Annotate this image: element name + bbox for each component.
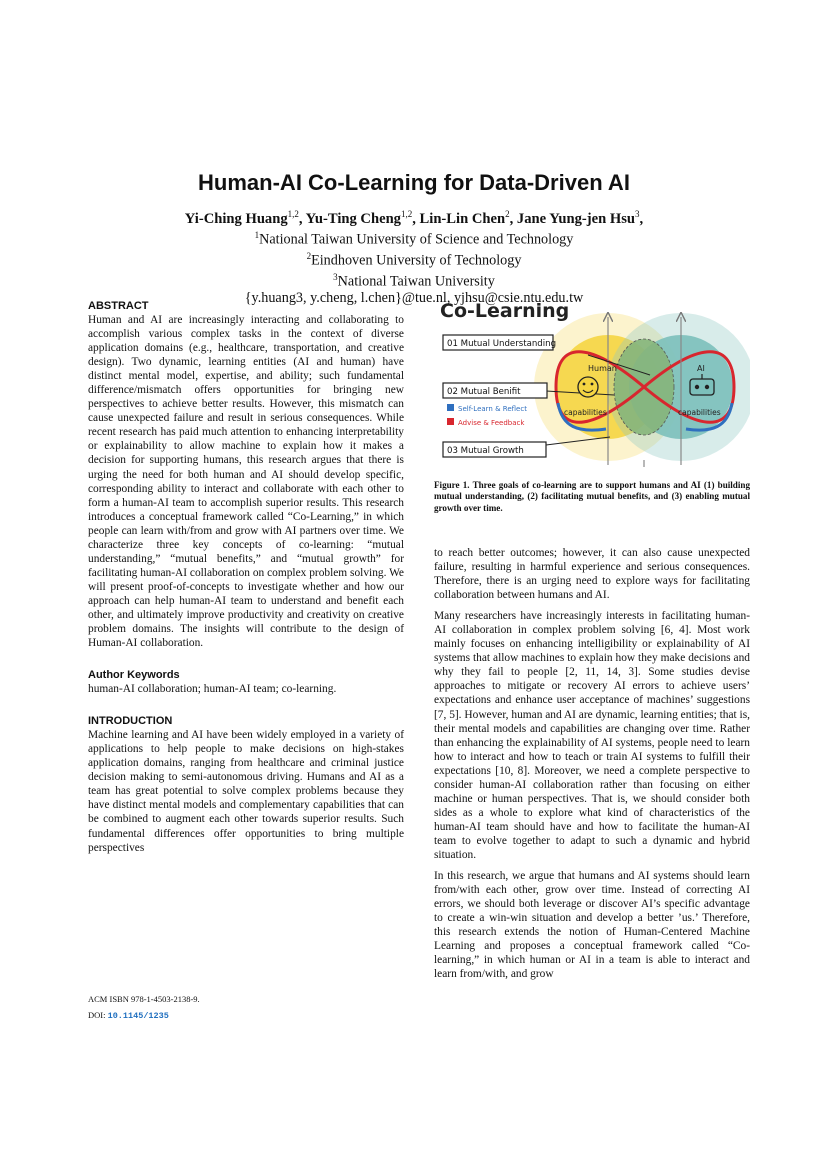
affiliation: $^3$National Taiwan University bbox=[333, 271, 495, 290]
author-name: Jane Yung-jen Hsu bbox=[516, 210, 636, 227]
body-paragraph: In this research, we argue that humans and AI systems should learn from/with each other, grow over time. Instead of correcting AI errors, we should both leverage or discover AI’s specific advantage to create a win-win situation and develop a better ’us.’ Therefore, this research extends the notion of Human-Centered Machine Learning and proposes a conceptual framework called “Co-learning,” in which human or AI in a team is able to interact and learn from/with, and grow bbox=[434, 870, 750, 981]
affiliation: $^2$Eindhoven University of Technology bbox=[306, 251, 522, 269]
legend-self-learn: Self-Learn & Reflect bbox=[458, 405, 527, 413]
right-column bbox=[434, 546, 750, 981]
author-name: Lin-Lin Chen bbox=[419, 210, 506, 227]
human-label: Human bbox=[588, 364, 617, 373]
author-sup: 2 bbox=[505, 209, 510, 219]
label-mutual-growth: 03 Mutual Growth bbox=[447, 446, 524, 456]
keywords-text: human-AI collaboration; human-AI team; co-learning. bbox=[88, 683, 337, 696]
co-learning-figure bbox=[438, 295, 750, 470]
abstract-heading: ABSTRACT bbox=[88, 300, 149, 312]
author-sup: 1,2 bbox=[287, 209, 299, 219]
footer-info bbox=[88, 991, 200, 1024]
body-paragraph: to reach better outcomes; however, it can also cause unexpected failure, resulting in harmful experience and serious consequences. Therefore, there is an urging need to explore ways for facilitating collaboration between humans and AI. bbox=[434, 547, 750, 602]
introduction-text: Machine learning and AI have been widely employed in a variety of applications to help people to make decisions on high-stakes application domains, ranging from healthcare and criminal justice decision making to semi-autonomous driving. Humans and AI as a team has great potential to solve complex problems because they have distinct mental models and complementary capabilities that can be combined to augment each other towards superior results. Such fundamental differences offer opportunities to bring multiple perspectives bbox=[88, 729, 404, 854]
ai-label: AI bbox=[697, 364, 705, 373]
abstract-text: Human and AI are increasingly interacting and collaborating to accomplish various complex tasks in the context of diverse application domains (e.g., healthcare, transportation, and creative design). Two dynamic, learning entities (AI and human) have distinct mental model, expertise, and ability; such fundamental difference/mismatch offers opportunities for bringing new perspectives to achieve better results. However, this mismatch can cause unexpected failure and result in serious consequences. While recent research has paid much attention to enhancing interpretability or explainability to allow machine to explain how it makes a decision for supporting humans, this research argues that there is urging the need for both human and AI should develop specific, corresponding ability to interact and collaborate with each other to form a human-AI team to accomplish superior results. This research introduces a conceptual framework called “Co-Learning,” in which people can learn with/from and grow with AI partners over time. We characterize three key concepts of co-learning: “mutual understanding,” “mutual benefits,” and “mutual growth” for facilitating human-AI collaboration on complex problem solving. We will present proof-of-concepts to investigate whether and how our approach can help human-AI team to understand and benefit each other, and ultimately improve productivity and creativity on creative problem domains. The insights will contribute to the design of Human-AI collaboration. bbox=[88, 314, 404, 650]
legend-advise: Advise & Feedback bbox=[458, 419, 525, 427]
figure-caption: Figure 1. Three goals of co-learning are to support humans and AI (1) building mutual understanding, (2) facilitating mutual benefits, and (3) enabling mutual growth over time. bbox=[434, 480, 750, 513]
left-column bbox=[88, 299, 404, 855]
keywords-heading: Author Keywords bbox=[88, 669, 180, 682]
isbn-text: ACM ISBN 978-1-4503-2138-9. bbox=[88, 994, 200, 1004]
ai-capabilities: capabilities bbox=[678, 408, 721, 417]
human-capabilities: capabilities bbox=[564, 408, 607, 417]
body-paragraph: Many researchers have increasingly interests in facilitating human-AI collaboration in complex problem solving [6, 4]. Most work mainly focuses on enhancing intelligibility or explainability of AI systems that allow machines to explain how they make decisions and why they fail to people [2, 11, 14, 3]. Some studies devise approaches to mitigate or recovery AI errors to achieve users’ expectations and enhance user acceptance of machines’ suggestions [7, 5]. However, human and AI are dynamic, learning entities; that is, their mental models and capabilities are changing over time. Rather than enhancing the explainability of AI systems, people need to learn how to interact and how to teach or train AI systems to fulfill their expectations [10, 8]. Moreover, we need a complete perspective to consider human-AI collaboration rather than focusing on either machine or human perspectives. That is, we should consider both sides as a whole to explore what kind of characteristics of the human-AI team should have and how to facilitate the human-AI team to evolve together to adapt to such a dynamic and hybrid situation. bbox=[434, 610, 750, 861]
author-name: Yu-Ting Cheng bbox=[305, 210, 401, 227]
paper-title: Human-AI Co-Learning for Data-Driven AI bbox=[198, 170, 630, 195]
author-names: Yi-Ching Huang$^{1,2}$, Yu-Ting Cheng$^{1,2}$, Lin-Lin Chen$^2$, Jane Yung-jen Hsu$^3$, bbox=[184, 209, 644, 227]
author-sup: 3 bbox=[635, 209, 640, 219]
label-mutual-benefit: 02 Mutual Benifit bbox=[447, 387, 521, 397]
smiley-icon bbox=[578, 377, 598, 397]
introduction-heading: INTRODUCTION bbox=[88, 715, 173, 728]
author-name: Yi-Ching Huang bbox=[184, 210, 288, 227]
doi-link[interactable]: 10.1145/1235 bbox=[107, 1011, 169, 1021]
label-mutual-understanding: 01 Mutual Understanding bbox=[447, 339, 557, 349]
figure-title: Co-Learning bbox=[440, 300, 570, 322]
author-emails: {y.huang3, y.cheng, l.chen}@tue.nl, yjhsu@csie.ntu.edu.tw bbox=[244, 289, 584, 306]
affiliation: $^1$National Taiwan University of Science and Technology bbox=[254, 230, 574, 248]
author-sup: 1,2 bbox=[400, 209, 413, 219]
doi-line: DOI: 10.1145/1235 bbox=[88, 1010, 169, 1021]
author-block bbox=[0, 206, 828, 306]
